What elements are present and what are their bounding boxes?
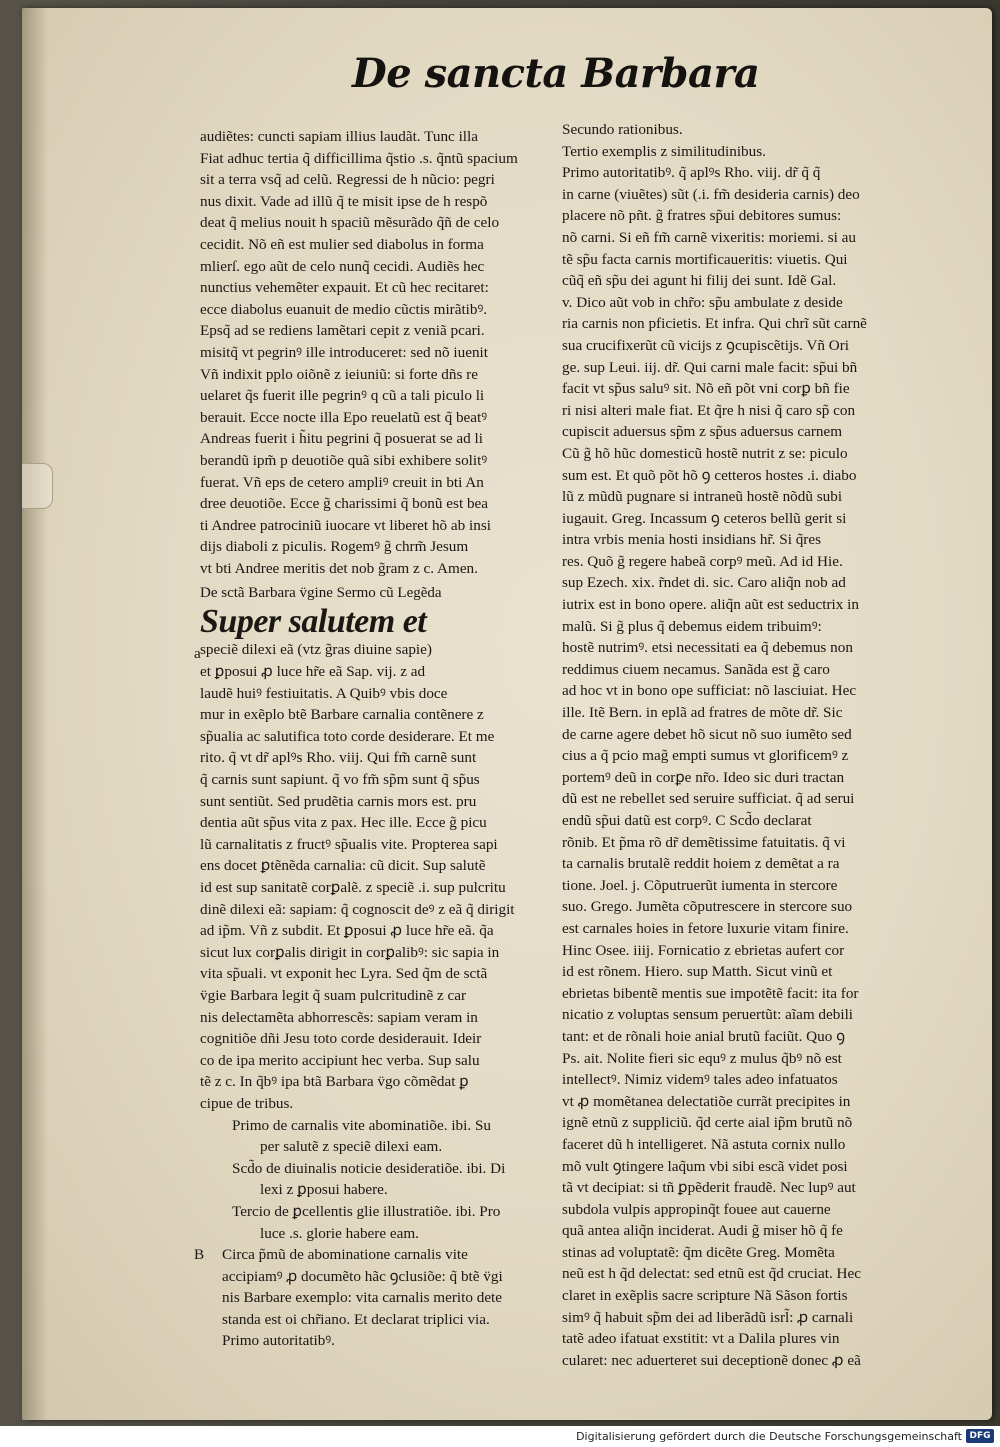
left-column [194, 126, 566, 1352]
text-line: et ꝑposui ꝓ luce hr̃e eã Sap. vij. z ad [200, 663, 426, 681]
text-line: berauit. Ecce nocte illa Epo reuelatũ est q̃ beatꝰ [200, 408, 488, 426]
text-line: iutrix est in bono opere. aliq̃n aũt est seductrix in [562, 596, 859, 614]
text-line: sp̃ualia ac salutifica toto corde desiderare. Et me [200, 727, 495, 745]
page-clasp [22, 463, 53, 509]
text-line: reddimus ciuem necamus. Sanãda est g̃ caro [562, 660, 830, 678]
text-line: subdola vulpis appropinq̃t fouee aut cauerne [562, 1200, 831, 1218]
text-line: claret in exẽplis sacre scripture Nã Sãson fortis [562, 1287, 848, 1305]
book-page [22, 8, 992, 1420]
text-line: ti Andree patrociniũ iuocare vt liberet hõ ab insi [200, 516, 492, 534]
text-line: mõ vult ꝯtingere laq̃um vbi sibi escã videt posi [562, 1157, 848, 1175]
text-line: tione. Joel. j. Cõputruerũt iumenta in stercore [562, 876, 838, 894]
right-column-text [562, 119, 950, 1371]
text-line: Vñ indixit pplo oiõnẽ z ieiuniũ: si forte dñs re [200, 365, 478, 383]
text-line: nis Barbare exemplo: vita carnalis merito dete [222, 1289, 503, 1307]
text-line: intellectꝰ. Nimiz videmꝰ tales adeo infatuatos [562, 1071, 838, 1089]
text-line: v. Dico aũt vob in chr̃o: sp̃u ambulate z deside [562, 293, 843, 311]
text-line: berandũ ipm̃ p deuotiõe quã sibi exhibere solitꝰ [200, 451, 488, 469]
text-line: dree deuotiõe. Ecce g̃ charissimi q̃ bonũ est bea [200, 495, 489, 513]
text-line: ad ip̃m. Vñ z subdit. Et ꝑposui ꝓ luce hr̃e eã. q̃a [200, 922, 494, 940]
text-line: tã vt decipiat: si tñ ꝑpẽderit fraudẽ. Nec lupꝰ aut [562, 1179, 856, 1197]
left-column-middle-text [200, 639, 566, 1114]
text-line: rõnib. Et p̃ma rõ dr̃ demẽtissime fatuitatis. q̃ vi [562, 833, 846, 851]
text-line: nis delectamẽta abhorrescẽs: sapiam veram in [200, 1008, 478, 1026]
text-line: dinẽ dilexi eã: sapiam: q̃ cognoscit deꝰ z eã q̃ dirigit [200, 900, 515, 918]
text-line: vt ꝓ momẽtanea delectatiõe currãt precipites in [562, 1092, 851, 1110]
text-line: Hinc Osee. iiij. Fornicatio z ebrietas aufert cor [562, 941, 845, 959]
text-line: cognitiõe dñi Jesu toto corde desiderauit. Ideir [200, 1030, 482, 1048]
sermon-heading: De sctã Barbara v̈gine Sermo cũ Legẽda [200, 585, 442, 602]
text-line: vt bti Andree meritis det nob g̃ram z c. Amen. [200, 559, 478, 577]
dfg-logo: DFG [966, 1429, 994, 1443]
text-line: nõ carni. Si eñ fm̃ carnẽ vixeritis: moriemi. si au [562, 228, 856, 246]
text-line: sunt sentiũt. Sed prudẽtia carnis mors est. pru [200, 792, 477, 810]
text-line: tatẽ adeo ifatuat exstitit: vt a Dalila plures vin [562, 1330, 840, 1348]
text-line: portemꝰ deũ in corꝑe nr̃o. Ideo sic duri tractan [562, 768, 845, 786]
text-line: res. Quõ g̃ regere habeã corpꝰ meũ. Ad id Hie. [562, 552, 843, 570]
text-line: faceret dũ h intelligeret. Nã astuta cornix nullo [562, 1135, 846, 1153]
text-line: fuerat. Vñ eps de cetero ampliꝰ creuit in bti An [200, 473, 484, 491]
text-line: sua crucifixerũt cũ vicijs z ꝯcupiscẽtijs. Vñ Ori [562, 336, 849, 354]
text-line: suo. Grego. Jumẽta cõputrescere in stercore suo [562, 898, 853, 916]
text-line: lũ carnalitatis z fructꝰ sp̃ualis vite. Propterea sapi [200, 835, 498, 853]
text-line: Andreas fuerit i h̃itu pegrini q̃ posuerat se ad li [200, 430, 484, 448]
text-line: tẽ sp̃u facta carnis mortificaueritis: viuetis. Qui [562, 250, 848, 268]
running-head: De sancta Barbara [352, 50, 760, 97]
text-line: deat q̃ melius nouit h spaciũ mẽsurãdo q̃ñ de celo [200, 214, 500, 232]
text-line: nus dixit. Vade ad illũ q̃ te misit ipse de h respõ [200, 192, 488, 210]
text-line: tant: et de rõnali hoie anial brutũ faciũt. Quo ꝯ [562, 1027, 846, 1045]
text-line: nunctius vehemẽter expauit. Et cũ hec recitaret: [200, 279, 489, 297]
text-line: Epsq̃ ad se rediens lamẽtari cepit z veniã pcari. [200, 322, 485, 340]
text-line: facit vt sp̃us saluꝰ sit. Nõ eñ põt vni corꝑ bñ fie [562, 380, 850, 398]
text-line: accipiamꝰ ꝓ documẽto hãc ꝯclusiõe: q̃ btẽ v̈gi [222, 1267, 503, 1285]
text-line: sup Ezech. xix. r̃ndet di. sic. Caro aliq̃n nob ad [562, 574, 846, 592]
text-line: uelaret q̃s fuerit ille pegrinꝰ q cũ a tali piculo li [200, 387, 485, 405]
text-line: ad hoc vt in bono ope sufficiat: nõ lasciuiat. Hec [562, 682, 857, 700]
text-line: endũ sp̃ui datũ est corpꝰ. C Scd̃o declarat [562, 812, 812, 829]
list-item-continuation: per salutẽ z speciẽ dilexi eam. [260, 1138, 443, 1156]
text-line: cecidit. Nõ eñ est mulier sed diabolus in forma [200, 235, 484, 253]
text-line: ria carnis non pficietis. Et infra. Qui chrĩ sũt carnẽ [562, 315, 867, 333]
marginal-letter-a: a [194, 645, 201, 663]
text-line: Secundo rationibus. [562, 121, 683, 138]
list-item-continuation: lexi z ꝑposui habere. [260, 1181, 388, 1199]
text-line: ille. Itẽ Bern. in eplã ad fratres de mõte dr̃. Sic [562, 704, 843, 722]
text-line: cius a q̃ pcio mag̃ empti sumus vt glorificemꝰ z [562, 747, 849, 765]
text-line: ens docet ꝑtẽnẽda carnalia: cũ dicit. Sup salutẽ [200, 857, 486, 875]
text-line: sum est. Et quõ põt hõ ꝯ cetteros hostes .i. diabo [562, 466, 857, 484]
marginal-letter-b: B [194, 1246, 205, 1264]
text-line: misitq̃ vt pegrinꝰ ille introduceret: sed nõ iuenit [200, 343, 488, 361]
text-line: Fiat adhuc tertia q̃ difficillima q̃stio .s. q̃ntũ spacium [200, 149, 518, 167]
text-line: Tertio exemplis z similitudinibus. [562, 142, 766, 160]
text-line: dũ est ne rebellet sed seruire sufficiat. q̃ ad serui [562, 790, 855, 808]
text-line: Circa p̃mũ de abominatione carnalis vite [222, 1246, 468, 1264]
text-line: q̃ carnis sunt sapiunt. q̃ vo fm̃ sp̃m sunt q̃ sp̃us [200, 771, 480, 789]
text-line: est carnales hoies in fetore luxurie vitam finire. [562, 919, 849, 937]
text-line: stinas ad voluptatẽ: q̃m dicẽte Greg. Momẽta [562, 1243, 835, 1261]
text-line: lũ z mũdũ pugnare si intraneũ hostẽ nõdũ subi [562, 488, 843, 506]
text-line: standa est oi chr̃iano. Et declarat triplici via. [222, 1310, 490, 1328]
list-item: Tercio de ꝑcellentis glie illustratiõe. ibi. Pro [232, 1202, 501, 1220]
text-line: malũ. Si g̃ plus q̃ debemus eidem tribuimꝰ: [562, 617, 822, 635]
text-line: mur in exẽplo btẽ Barbare carnalia contẽnere z [200, 706, 484, 724]
right-column [562, 119, 950, 1371]
text-line: iugauit. Greg. Incassum ꝯ ceteros bellũ gerit si [562, 509, 847, 527]
text-line: dentia aũt sp̃us vita z pax. Hec ille. Ecce g̃ picu [200, 814, 487, 832]
text-line: mlierſ. ego aũt de celo nunq̃ cecidi. Audiẽs hec [200, 257, 485, 275]
division-list [200, 1115, 566, 1245]
text-line: ge. sup Leui. iij. dr̃. Qui carni male facit: sp̃ui bñ [562, 358, 858, 376]
text-line: ignẽ etnũ z suppliciũ. q̃d certe aial ip̃m brutũ nõ [562, 1114, 853, 1132]
text-line: Primo autoritatibꝰ. [222, 1332, 335, 1350]
text-line: in carne (viuẽtes) sũt (.i. fm̃ desideria carnis) deo [562, 185, 860, 203]
text-line: sicut lux corꝑalis dirigit in corꝑalibꝰ: sic sapia in [200, 943, 500, 961]
text-line: rito. q̃ vt dr̃ aplꝰs Rho. viij. Qui fm̃ carnẽ sunt [200, 749, 477, 767]
list-item-continuation: luce .s. glorie habere eam. [260, 1224, 419, 1242]
text-line: cularet: nec aduerteret sui deceptionẽ donec ꝓ eã [562, 1351, 861, 1369]
text-line: cũq̃ eñ sp̃u dei agunt hi filij dei sunt. Idẽ Gal. [562, 272, 837, 290]
text-line: dijs diaboli z piculis. Rogemꝰ g̃ chrm̃ Jesum [200, 538, 469, 556]
text-line: speciẽ dilexi eã (vtz g̃ras diuine sapie) [200, 641, 432, 659]
text-line: neũ est h q̃d delectat: sed etnũ est q̃d cruciat. Hec [562, 1265, 861, 1283]
text-line: quã antea aliq̃n inciderat. Audi g̃ miser hõ q̃ fe [562, 1222, 843, 1240]
text-line: cupiscit aduersus sp̃m z sp̃us aduersus carnem [562, 423, 843, 441]
text-line: ecce diabolus euanuit de medio cũctis mirãtibꝰ. [200, 300, 488, 318]
sermon-incipit: Super salutem et [200, 603, 427, 641]
text-line: sit a terra vsq̃ ad celũ. Regressi de h nũcio: pegri [200, 171, 495, 189]
text-line: v̈gie Barbara legit q̃ suam pulcritudinẽ z car [200, 986, 467, 1004]
text-line: vita sp̃uali. vt exponit hec Lyra. Sed q̃m de sctã [200, 965, 488, 983]
text-line: intra vrbis menia hosti insidians hr̃. Si q̃res [562, 531, 822, 549]
list-item: Primo de carnalis vite abominatiõe. ibi. Su [232, 1116, 491, 1134]
text-line: ri nisi alteri male fiat. Et q̃re h nisi q̃ caro sp̃ con [562, 401, 856, 419]
text-line: Primo autoritatibꝰ. q̃ aplꝰs Rho. viij. dr̃ q̃ q̃ [562, 164, 821, 182]
text-line: ta carnalis brutalẽ reddit hoiem z demẽtat a ra [562, 855, 840, 873]
footer-strip [0, 1426, 1000, 1447]
text-line: id est sup sanitatẽ corꝑalẽ. z speciẽ .i. sup pulcritu [200, 879, 506, 896]
text-line: nicatio z voluptas sensum peruertũt: aĩam debili [562, 1006, 854, 1024]
text-line: Ps. ait. Nolite fieri sic equꝰ z mulus q̃bꝰ nõ est [562, 1049, 842, 1067]
funding-notice: Digitalisierung gefördert durch die Deutsche Forschungsgemeinschaft [576, 1430, 962, 1443]
text-line: hostẽ nutrimꝰ. etsi necessitati ea q̃ debemus non [562, 639, 853, 657]
list-item: Scd̃o de diuinalis noticie desideratiõe. ibi. Di [232, 1159, 506, 1177]
text-line: id est rõnem. Hiero. sup Matth. Sicut vinũ et [562, 963, 833, 981]
text-line: audiẽtes: cuncti sapiam illius laudãt. Tunc illa [200, 128, 478, 145]
left-column-top-text [200, 126, 566, 579]
text-line: de carne agere debet hõ sicut nõ suo iumẽto sed [562, 725, 852, 743]
page-gutter-shadow [22, 8, 48, 1420]
text-line: placere nõ pñt. g̃ fratres sp̃ui debitores sumus: [562, 207, 842, 225]
text-line: ebrietas bibentẽ mentis sue impotẽtẽ facit: ita for [562, 984, 859, 1002]
text-line: tẽ z c. In q̃bꝰ ipa btã Barbara v̈go cõmẽdat ꝑ [200, 1073, 469, 1091]
left-column-bottom-text [200, 1244, 566, 1352]
text-line: Cũ g̃ hõ hũc domesticũ hostẽ nutrit z se: piculo [562, 444, 848, 462]
text-line: simꝰ q̃ habuit sp̃m dei ad liberãdũ isrl̃: ꝓ carnali [562, 1308, 854, 1326]
text-line: cipue de tribus. [200, 1094, 294, 1112]
text-line: co de ipa merito accipiunt hec verba. Sup salu [200, 1051, 480, 1069]
text-line: laudẽ huiꝰ festiuitatis. A Quibꝰ vbis doce [200, 684, 448, 702]
